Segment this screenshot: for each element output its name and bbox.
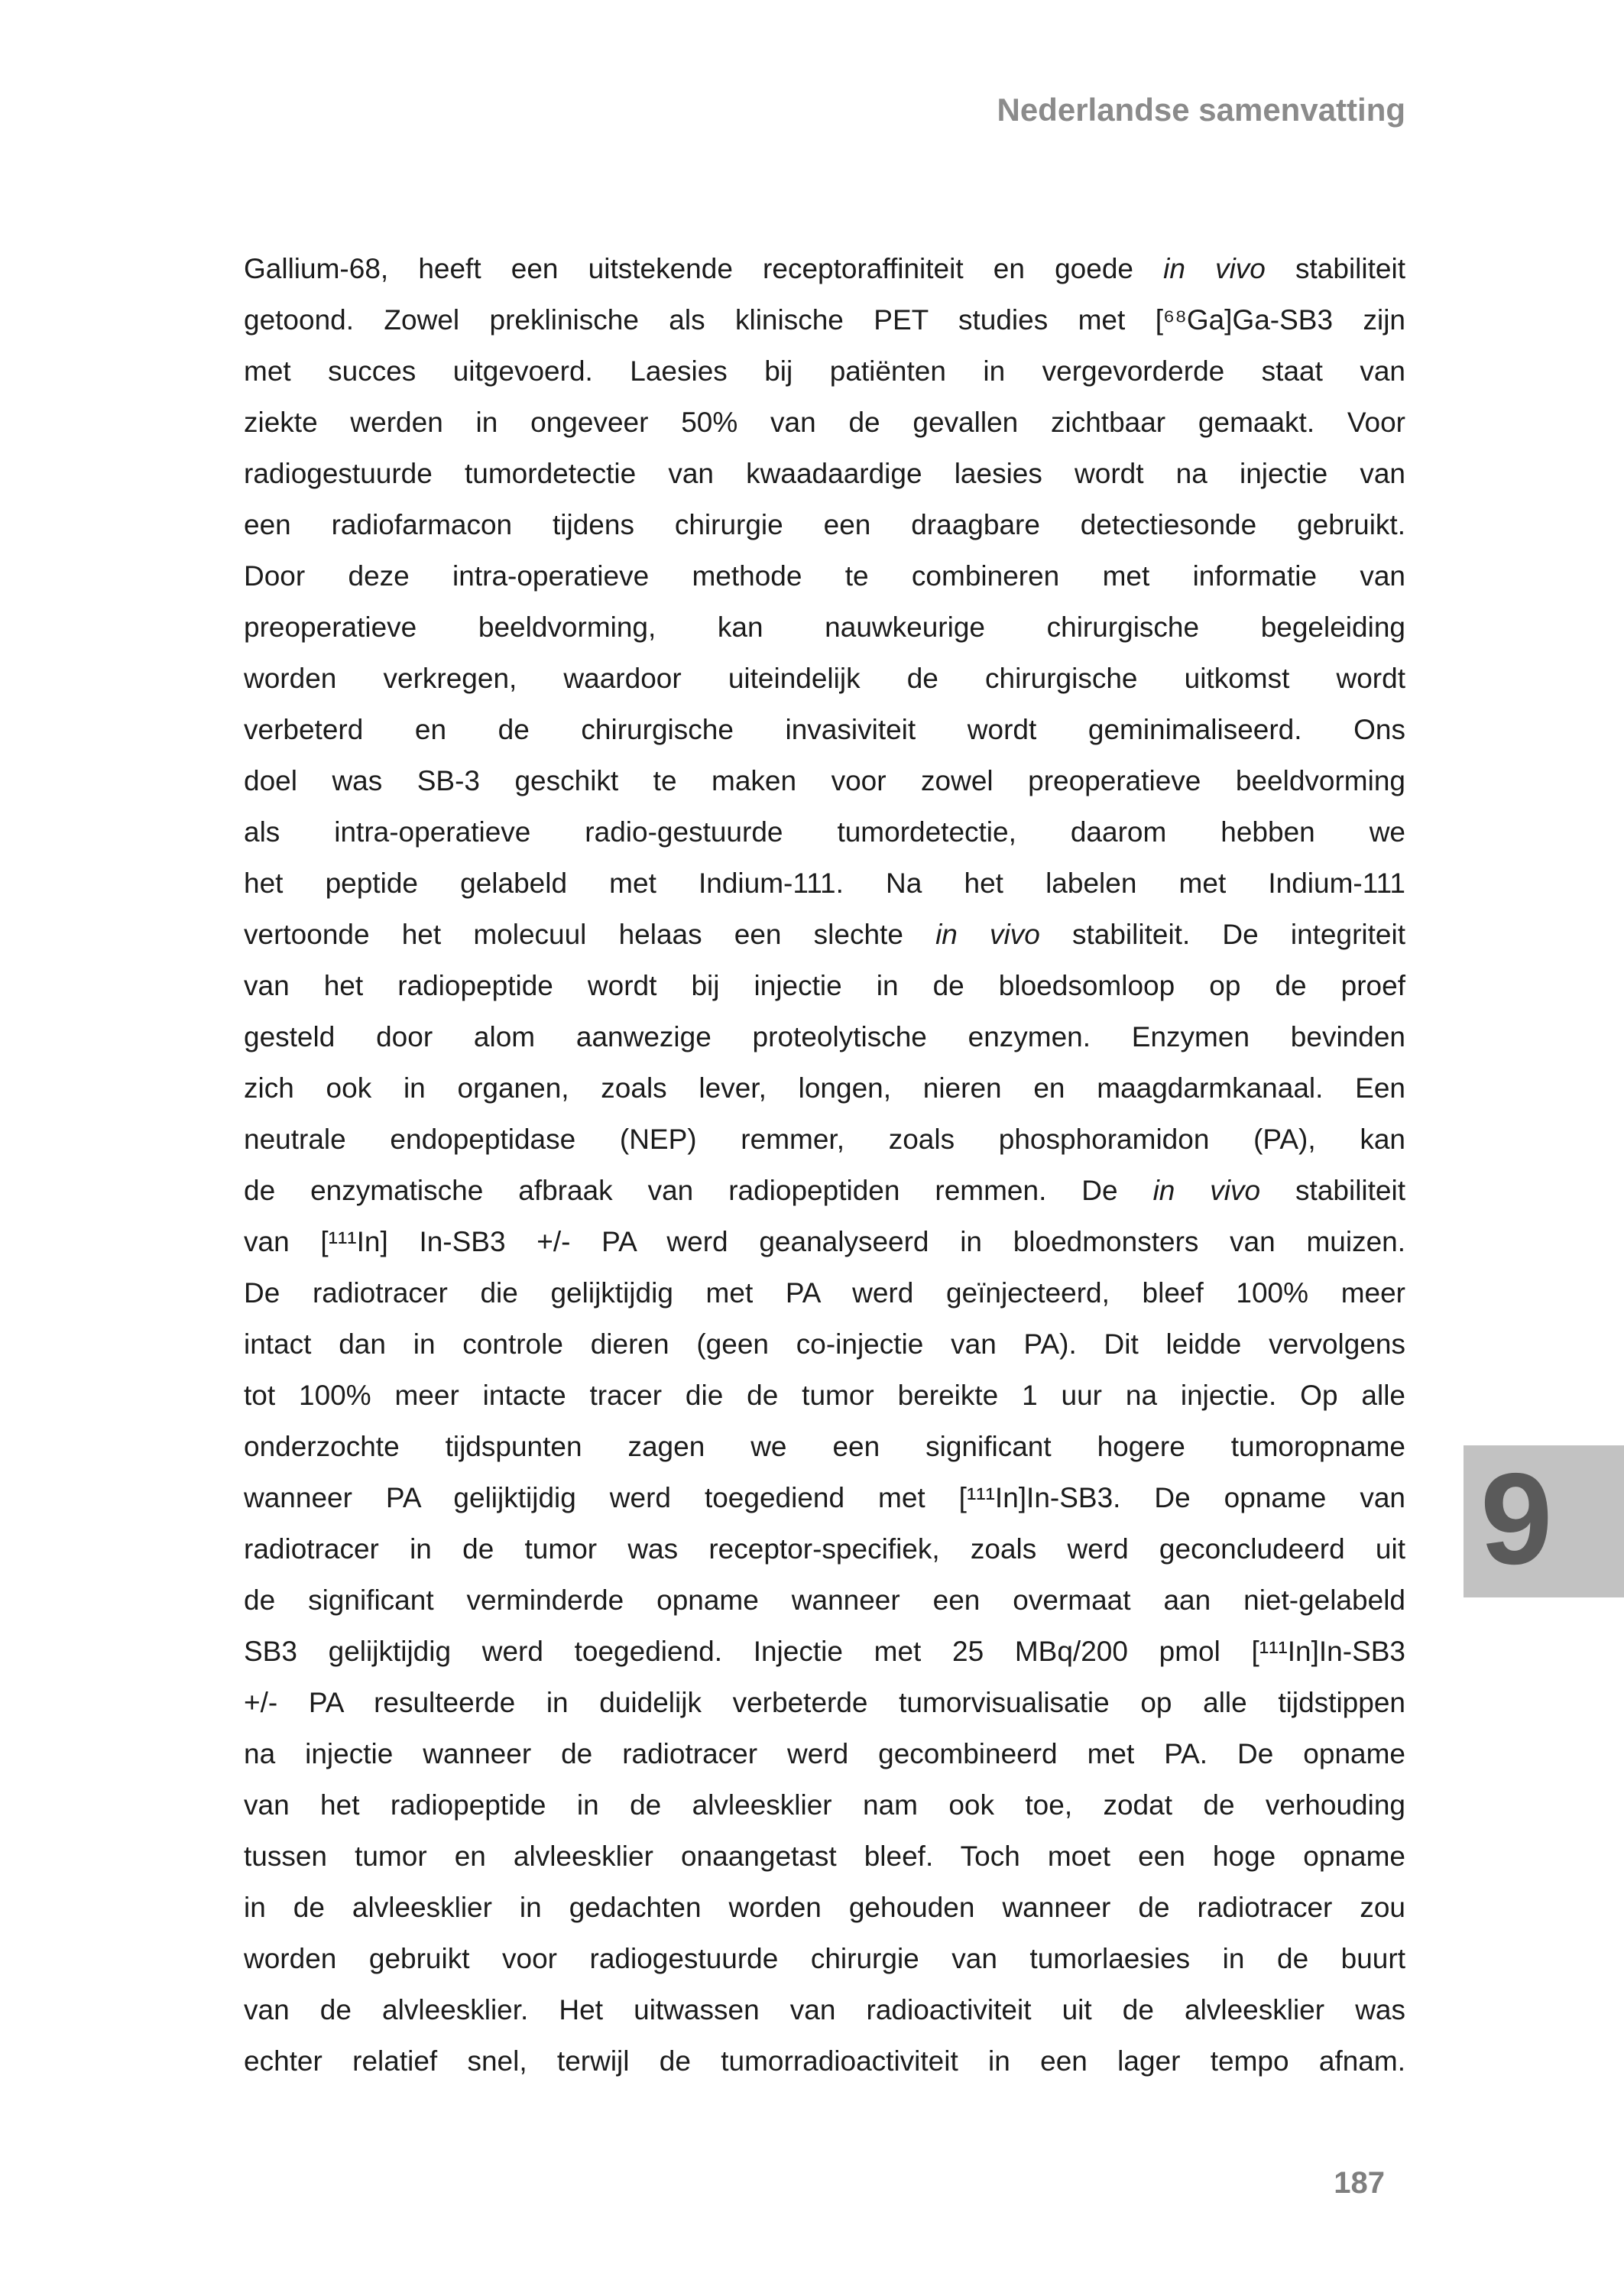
page-number: 187 [1334, 2166, 1385, 2200]
body-text [244, 243, 1405, 2087]
text-line: preoperatieve beeldvorming, kan nauwkeurige chirurgische begeleiding [244, 611, 1405, 643]
text-line: na injectie wanneer de radiotracer werd gecombineerd met PA. De opname [244, 1738, 1405, 1769]
text-line: radiogestuurde tumordetectie van kwaadaardige laesies wordt na injectie van [244, 458, 1405, 489]
text-line: vertoonde het molecuul helaas een slechte in vivo stabiliteit. De integriteit [244, 919, 1405, 950]
text-line: ziekte werden in ongeveer 50% van de gevallen zichtbaar gemaakt. Voor [244, 407, 1405, 438]
text-line: de enzymatische afbraak van radiopeptiden remmen. De in vivo stabiliteit [244, 1175, 1406, 1206]
chapter-number: 9 [1480, 1446, 1553, 1592]
text-line: Door deze intra-operatieve methode te combineren met informatie van [244, 560, 1405, 592]
text-line: onderzochte tijdspunten zagen we een significant hogere tumoropname [244, 1431, 1405, 1462]
text-line: met succes uitgevoerd. Laesies bij patiënten in vergevorderde staat van [244, 355, 1405, 387]
text-line: in de alvleesklier in gedachten worden gehouden wanneer de radiotracer zou [244, 1892, 1405, 1923]
text-line: radiotracer in de tumor was receptor-specifiek, zoals werd geconcludeerd uit [244, 1533, 1405, 1565]
text-line: van het radiopeptide wordt bij injectie in de bloedsomloop op de proef [244, 970, 1405, 1001]
text-line: van [¹¹¹In] In-SB3 +/- PA werd geanalyseerd in bloedmonsters van muizen. [244, 1226, 1405, 1257]
text-line: van het radiopeptide in de alvleesklier nam ook toe, zodat de verhouding [244, 1789, 1405, 1821]
text-line: verbeterd en de chirurgische invasiviteit wordt geminimaliseerd. Ons [244, 714, 1405, 745]
text-line: worden verkregen, waardoor uiteindelijk de chirurgische uitkomst wordt [244, 663, 1405, 694]
text-line: de significant verminderde opname wanneer een overmaat aan niet-gelabeld [244, 1584, 1405, 1616]
text-line: wanneer PA gelijktijdig werd toegediend met [¹¹¹In]In-SB3. De opname van [244, 1482, 1405, 1513]
text-line: +/- PA resulteerde in duidelijk verbeterde tumorvisualisatie op alle tijdstippen [244, 1687, 1405, 1718]
text-line: echter relatief snel, terwijl de tumorradioactiviteit in een lager tempo afnam. [244, 2045, 1405, 2077]
text-line: Gallium-68, heeft een uitstekende receptoraffiniteit en goede in vivo stabiliteit [244, 253, 1405, 284]
running-header: Nederlandse samenvatting [997, 92, 1405, 128]
text-line: tussen tumor en alvleesklier onaangetast bleef. Toch moet een hoge opname [244, 1841, 1405, 1872]
text-line: intact dan in controle dieren (geen co-injectie van PA). Dit leidde vervolgens [244, 1328, 1405, 1360]
text-line: een radiofarmacon tijdens chirurgie een draagbare detectiesonde gebruikt. [244, 509, 1405, 540]
text-line: als intra-operatieve radio-gestuurde tumordetectie, daarom hebben we [244, 816, 1405, 848]
text-line: gesteld door alom aanwezige proteolytische enzymen. Enzymen bevinden [244, 1021, 1405, 1052]
text-line: getoond. Zowel preklinische als klinische PET studies met [⁶⁸Ga]Ga-SB3 zijn [244, 304, 1405, 336]
text-line: worden gebruikt voor radiogestuurde chirurgie van tumorlaesies in de buurt [244, 1943, 1405, 1974]
text-line: SB3 gelijktijdig werd toegediend. Injectie met 25 MBq/200 pmol [¹¹¹In]In-SB3 [244, 1636, 1405, 1667]
text-line: tot 100% meer intacte tracer die de tumor bereikte 1 uur na injectie. Op alle [244, 1380, 1405, 1411]
text-line: doel was SB-3 geschikt te maken voor zowel preoperatieve beeldvorming [244, 765, 1405, 796]
text-line: van de alvleesklier. Het uitwassen van radioactiviteit uit de alvleesklier was [244, 1994, 1405, 2025]
chapter-tab [1464, 1445, 1624, 1597]
text-line: De radiotracer die gelijktijdig met PA werd geïnjecteerd, bleef 100% meer [244, 1277, 1405, 1309]
text-line: het peptide gelabeld met Indium-111. Na het labelen met Indium-111 [244, 868, 1405, 899]
text-line: neutrale endopeptidase (NEP) remmer, zoals phosphoramidon (PA), kan [244, 1124, 1405, 1155]
text-line: zich ook in organen, zoals lever, longen, nieren en maagdarmkanaal. Een [244, 1072, 1405, 1104]
